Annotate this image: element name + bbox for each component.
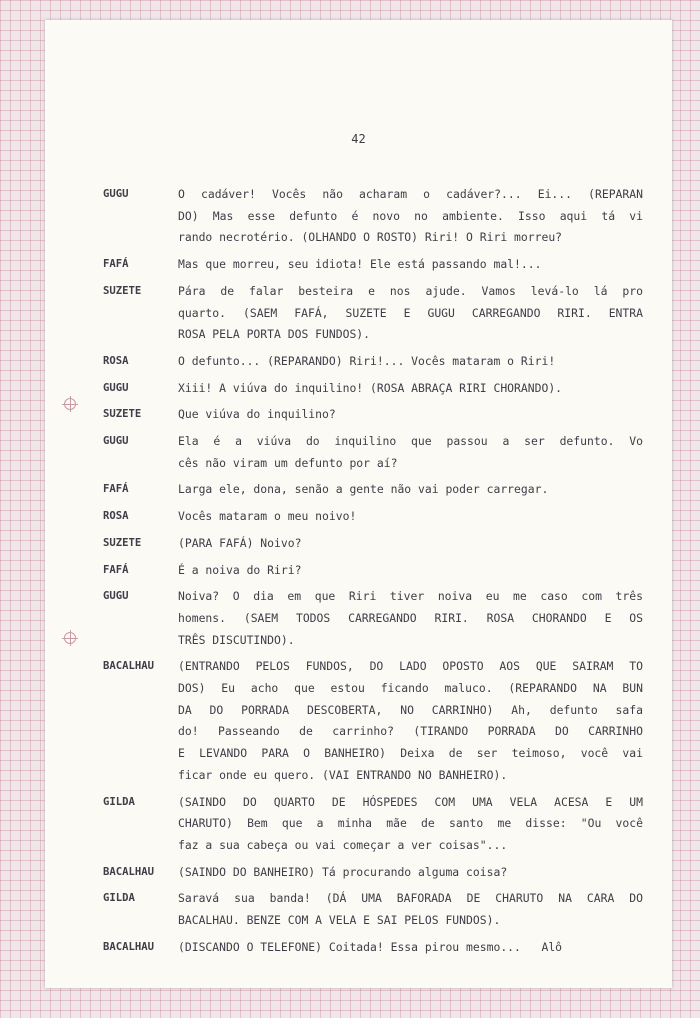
dialogue-line: É a noiva do Riri?: [178, 562, 302, 577]
dialogue-line: Pára de falar besteira e nos ajude. Vamos levá-lo lá pro: [178, 283, 643, 298]
dialogue-block: [103, 533, 643, 555]
dialogue-line: ROSA PELA PORTA DOS FUNDOS).: [178, 327, 371, 342]
dialogue-text: [178, 479, 643, 501]
dialogue-text: [178, 351, 643, 373]
dialogue-line: rando necrotério. (OLHANDO O ROSTO) Riri! O Riri morreu?: [178, 230, 563, 245]
page-number: 42: [351, 132, 366, 146]
dialogue-line: TRÊS DISCUTINDO).: [178, 632, 295, 647]
dialogue-block: [103, 506, 643, 528]
dialogue-block: [103, 586, 643, 651]
speaker-name: GUGU: [103, 381, 129, 394]
dialogue-line: Saravá sua banda! (DÁ UMA BAFORADA DE CHARUTO NA CARA DO: [178, 891, 643, 906]
dialogue-block: [103, 254, 643, 276]
speaker-name: ROSA: [103, 510, 129, 523]
dialogue-line: faz a sua cabeça ou vai começar a ver coisas"...: [178, 837, 508, 852]
dialogue-block: [103, 431, 643, 474]
dialogue-text: [178, 404, 643, 426]
dialogue-line: Que viúva do inquilino?: [178, 407, 336, 422]
binding-hole-mark-icon: [64, 398, 76, 410]
dialogue-text: [178, 184, 643, 249]
dialogue-text: [178, 792, 643, 857]
dialogue-line: (SAINDO DO BANHEIRO) Tá procurando alguma coisa?: [178, 864, 508, 879]
dialogue-line: (PARA FAFÁ) Noivo?: [178, 535, 302, 550]
binding-hole-mark-icon: [64, 632, 76, 644]
dialogue-block: [103, 792, 643, 857]
speaker-name: ROSA: [103, 354, 129, 367]
speaker-name: GUGU: [103, 590, 129, 603]
dialogue-text: [178, 533, 643, 555]
speaker-name: GUGU: [103, 188, 129, 200]
speaker-name: BACALHAU: [103, 660, 155, 673]
dialogue-line: cês não viram um defunto por aí?: [178, 455, 398, 470]
dialogue-block: [103, 888, 643, 931]
dialogue-line: O cadáver! Vocês não acharam o cadáver?... Ei... (REPARAN: [178, 187, 643, 201]
dialogue-line: DOS) Eu acho que estou ficando maluco. (REPARANDO NA BUN: [178, 681, 643, 696]
dialogue-block: [103, 378, 643, 400]
dialogue-line: homens. (SAEM TODOS CARREGANDO RIRI. ROSA CHORANDO E OS: [178, 610, 643, 625]
dialogue-text: [178, 431, 643, 474]
dialogue-text: [178, 656, 643, 786]
dialogue-line: CHARUTO) Bem que a minha mãe de santo me disse: "Ou você: [178, 816, 643, 831]
dialogue-block: [103, 937, 643, 959]
dialogue-line: Vocês mataram o meu noivo!: [178, 509, 357, 524]
dialogue-block: [103, 560, 643, 582]
dialogue-line: DO) Mas esse defunto é novo no ambiente. Isso aqui tá vi: [178, 208, 643, 223]
speaker-name: FAFÁ: [103, 258, 129, 271]
script-dialogue: [103, 184, 643, 964]
dialogue-text: [178, 888, 643, 931]
dialogue-block: [103, 479, 643, 501]
speaker-name: BACALHAU: [103, 940, 155, 953]
dialogue-line: Ela é a viúva do inquilino que passou a ser defunto. Vo: [178, 434, 643, 449]
dialogue-line: ficar onde eu quero. (VAI ENTRANDO NO BANHEIRO).: [178, 767, 508, 782]
dialogue-text: [178, 862, 643, 884]
dialogue-block: [103, 281, 643, 346]
dialogue-line: do! Passeando de carrinho? (TIRANDO PORRADA DO CARRINHO: [178, 724, 643, 739]
typed-page: [45, 20, 672, 988]
dialogue-line: Xiii! A viúva do inquilino! (ROSA ABRAÇA RIRI CHORANDO).: [178, 380, 563, 395]
dialogue-line: Noiva? O dia em que Riri tiver noiva eu me caso com três: [178, 589, 643, 604]
dialogue-line: DA DO PORRADA DESCOBERTA, NO CARRINHO) Ah, defunto safa: [178, 702, 643, 717]
dialogue-block: [103, 404, 643, 426]
dialogue-line: Mas que morreu, seu idiota! Ele está passando mal!...: [178, 257, 542, 272]
dialogue-line: (SAINDO DO QUARTO DE HÓSPEDES COM UMA VELA ACESA E UM: [178, 794, 643, 809]
dialogue-block: [103, 656, 643, 786]
dialogue-text: [178, 254, 643, 276]
speaker-name: GUGU: [103, 435, 129, 448]
speaker-name: FAFÁ: [103, 563, 129, 576]
speaker-name: SUZETE: [103, 408, 142, 421]
dialogue-text: [178, 281, 643, 346]
dialogue-line: E LEVANDO PARA O BANHEIRO) Deixa de ser teimoso, você vai: [178, 746, 643, 761]
dialogue-text: [178, 560, 643, 582]
dialogue-line: (ENTRANDO PELOS FUNDOS, DO LADO OPOSTO AOS QUE SAIRAM TO: [178, 659, 643, 674]
dialogue-block: [103, 184, 643, 249]
dialogue-text: [178, 506, 643, 528]
dialogue-line: quarto. (SAEM FAFÁ, SUZETE E GUGU CARREGANDO RIRI. ENTRA: [178, 305, 643, 320]
dialogue-text: [178, 586, 643, 651]
dialogue-block: [103, 351, 643, 373]
speaker-name: FAFÁ: [103, 483, 129, 496]
dialogue-line: Larga ele, dona, senão a gente não vai poder carregar.: [178, 482, 549, 497]
speaker-name: SUZETE: [103, 536, 142, 549]
speaker-name: SUZETE: [103, 284, 142, 297]
dialogue-line: O defunto... (REPARANDO) Riri!... Vocês mataram o Riri!: [178, 353, 556, 368]
dialogue-text: [178, 378, 643, 400]
dialogue-block: [103, 862, 643, 884]
dialogue-text: [178, 937, 643, 959]
speaker-name: GILDA: [103, 892, 135, 905]
dialogue-line: BACALHAU. BENZE COM A VELA E SAI PELOS FUNDOS).: [178, 913, 501, 928]
speaker-name: BACALHAU: [103, 865, 155, 878]
speaker-name: GILDA: [103, 795, 135, 808]
dialogue-line: (DISCANDO O TELEFONE) Coitada! Essa pirou mesmo... Alô: [178, 939, 563, 954]
